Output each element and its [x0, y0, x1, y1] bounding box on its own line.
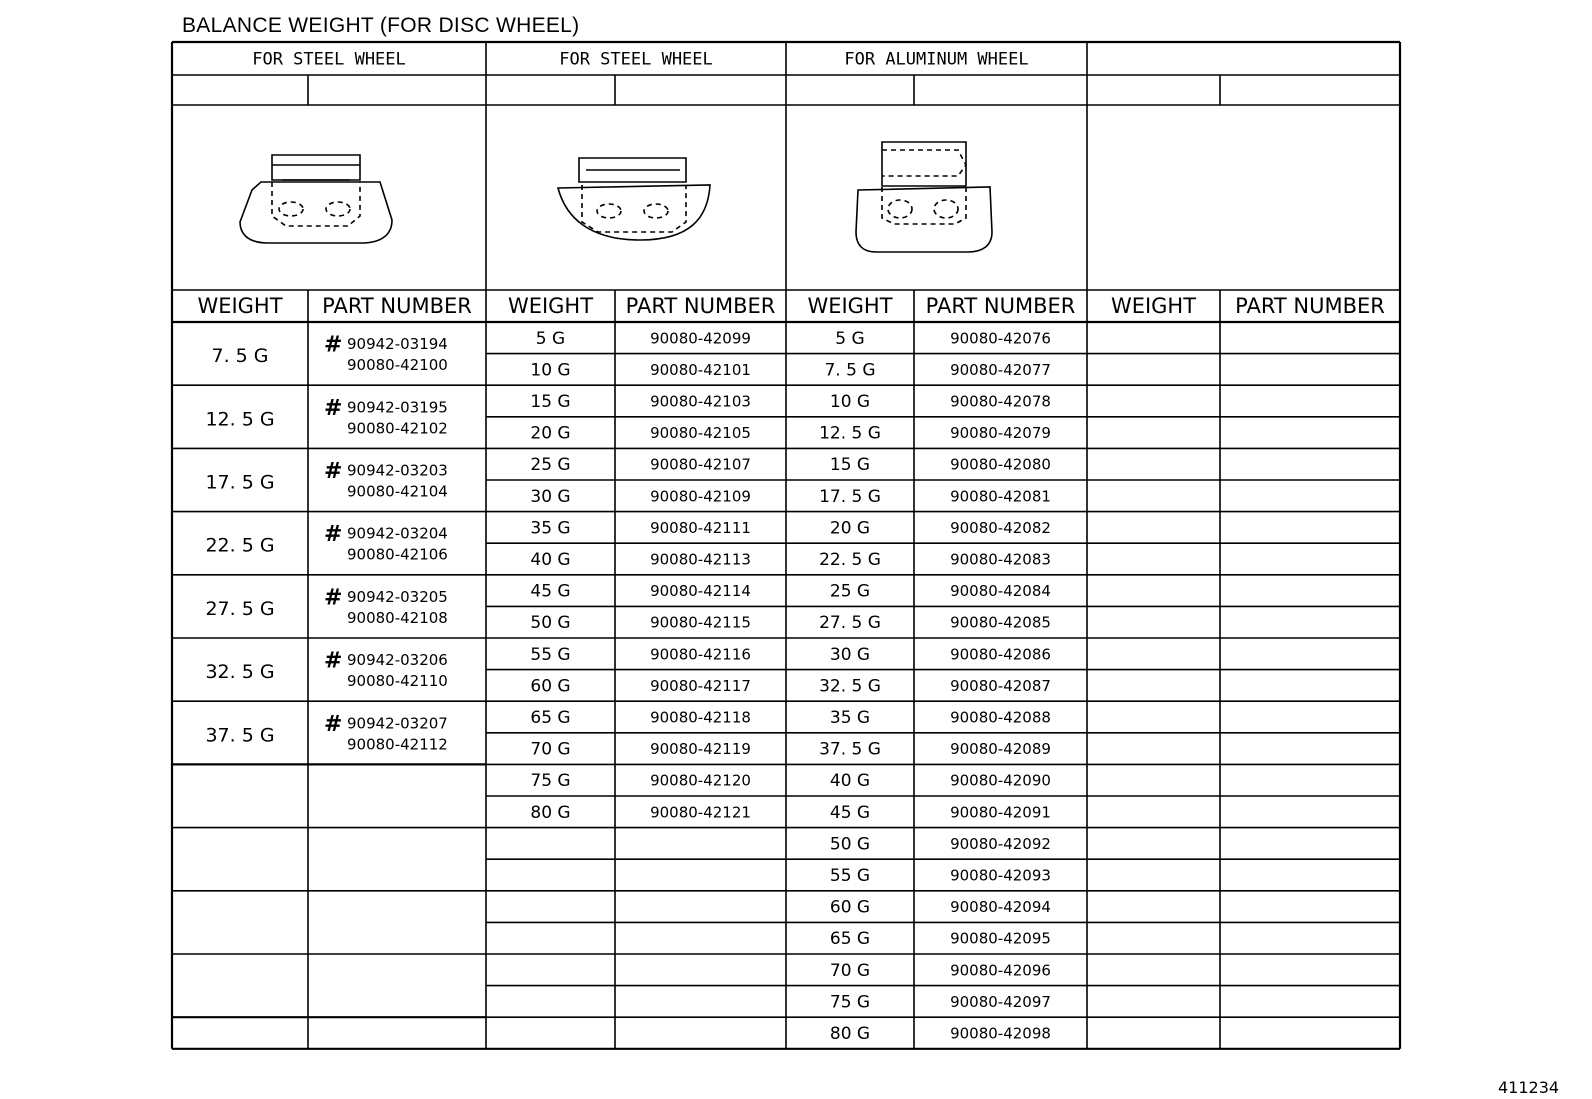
weight-value: 55 G [530, 644, 571, 665]
weight-value: 45 G [530, 581, 571, 602]
part-number: 90080-42096 [950, 961, 1051, 980]
part-number: 90080-42119 [650, 740, 751, 759]
steel-weight-type2-icon [558, 158, 710, 240]
weight-value: 20 G [829, 518, 871, 539]
part-number-column-header: PART NUMBER [322, 294, 472, 318]
part-number: 90080-42083 [950, 550, 1051, 569]
weight-value: 35 G [530, 518, 571, 539]
part-number: 90080-42093 [950, 866, 1051, 885]
part-number-column-header: PART NUMBER [925, 294, 1076, 318]
weight-value: 17. 5 G [819, 486, 881, 507]
weight-value: 65 G [829, 929, 871, 950]
weight-value: 50 G [530, 613, 571, 634]
part-number-column-header: PART NUMBER [625, 294, 776, 318]
part-number: 90080-42088 [950, 708, 1051, 727]
part-number: 90080-42087 [950, 676, 1051, 695]
part-number: 90942-03206 [347, 651, 448, 670]
part-number: 90080-42113 [650, 550, 751, 569]
part-number: 90080-42112 [347, 735, 448, 754]
superseded-mark-icon: # [324, 522, 343, 548]
weight-value: 27. 5 G [205, 597, 275, 620]
part-number: 90080-42118 [650, 708, 751, 727]
weight-value: 60 G [829, 897, 871, 918]
part-number: 90080-42082 [950, 518, 1051, 537]
weight-value: 27. 5 G [819, 613, 881, 634]
part-number: 90080-42116 [650, 645, 751, 664]
weight-value: 37. 5 G [819, 739, 881, 760]
part-number: 90080-42107 [650, 455, 751, 474]
part-number: 90080-42094 [950, 898, 1051, 917]
part-number: 90080-42104 [347, 482, 448, 501]
part-number: 90080-42089 [950, 740, 1051, 759]
weight-value: 5 G [835, 328, 865, 349]
aluminum-weight-icon [856, 142, 992, 252]
part-number: 90080-42106 [347, 545, 448, 564]
weight-value: 25 G [530, 455, 571, 476]
weight-value: 30 G [530, 486, 571, 507]
weight-value: 12. 5 G [205, 408, 275, 431]
weight-value: 40 G [829, 771, 871, 792]
weight-value: 55 G [829, 866, 871, 886]
part-number: 90080-42097 [950, 992, 1051, 1011]
weight-value: 37. 5 G [205, 724, 275, 747]
weight-value: 10 G [829, 392, 871, 412]
part-number: 90080-42077 [950, 360, 1051, 379]
weight-value: 70 G [530, 739, 571, 760]
weight-value: 35 G [829, 708, 871, 728]
weight-value: 65 G [530, 708, 571, 728]
part-number: 90080-42110 [347, 672, 448, 691]
part-number: 90080-42080 [950, 455, 1051, 474]
part-number: 90080-42081 [950, 487, 1051, 506]
part-number: 90942-03195 [347, 398, 448, 417]
weight-value: 50 G [829, 834, 871, 855]
weight-value: 32. 5 G [819, 676, 881, 697]
weight-value: 30 G [829, 644, 871, 665]
part-number: 90080-42105 [650, 424, 751, 443]
part-number: 90080-42076 [950, 329, 1051, 348]
weight-value: 7. 5 G [211, 345, 269, 368]
page-title: BALANCE WEIGHT (FOR DISC WHEEL) [182, 14, 580, 37]
part-number: 90080-42078 [950, 392, 1051, 411]
table-text [197, 50, 1384, 1045]
part-number-column-header: PART NUMBER [1235, 294, 1385, 318]
part-number: 90080-42098 [950, 1024, 1051, 1043]
steel-weight-type1-icon [240, 155, 392, 243]
part-number: 90080-42111 [650, 518, 751, 537]
part-number: 90942-03205 [347, 587, 448, 606]
weight-value: 12. 5 G [819, 423, 881, 444]
weight-column-header: WEIGHT [807, 294, 893, 318]
weight-value: 80 G [829, 1024, 871, 1044]
weight-value: 10 G [530, 360, 571, 381]
part-number: 90080-42084 [950, 582, 1051, 601]
weight-value: 75 G [530, 771, 571, 792]
superseded-mark-icon: # [324, 648, 343, 674]
superseded-mark-icon: # [324, 332, 343, 358]
weight-value: 15 G [530, 392, 571, 412]
part-number: 90942-03207 [347, 714, 448, 733]
part-number: 90942-03204 [347, 524, 448, 543]
weight-value: 40 G [530, 550, 571, 570]
weight-value: 25 G [829, 581, 871, 602]
superseded-mark-icon: # [324, 711, 343, 737]
weight-value: 22. 5 G [819, 550, 881, 570]
part-number: 90080-42085 [950, 613, 1051, 632]
part-number: 90080-42114 [650, 582, 751, 601]
part-number: 90080-42117 [650, 676, 751, 695]
weight-value: 7. 5 G [824, 360, 876, 381]
part-number: 90080-42100 [347, 356, 448, 375]
weight-value: 70 G [829, 960, 871, 981]
weight-column-header: WEIGHT [1110, 294, 1197, 318]
part-number: 90080-42115 [650, 613, 751, 632]
section-heading: FOR STEEL WHEEL [252, 49, 406, 70]
part-number: 90080-42090 [950, 771, 1051, 790]
part-number: 90080-42091 [950, 803, 1051, 822]
weight-value: 45 G [829, 802, 871, 823]
weight-column-header: WEIGHT [507, 294, 594, 318]
part-number: 90080-42086 [950, 645, 1051, 664]
part-number: 90942-03203 [347, 461, 448, 480]
weight-value: 15 G [829, 455, 871, 476]
section-heading: FOR ALUMINUM WHEEL [844, 49, 1029, 70]
part-number: 90080-42101 [650, 360, 751, 379]
weight-value: 22. 5 G [205, 534, 275, 557]
section-heading: FOR STEEL WHEEL [559, 49, 713, 70]
weight-value: 60 G [530, 676, 571, 697]
figure-number: 411234 [1498, 1078, 1560, 1097]
part-number: 90942-03194 [347, 335, 448, 354]
weight-value: 20 G [530, 423, 571, 444]
superseded-mark-icon: # [324, 395, 343, 421]
weight-value: 75 G [829, 992, 871, 1013]
part-number: 90080-42108 [347, 608, 448, 627]
part-number: 90080-42103 [650, 392, 751, 411]
weight-value: 5 G [535, 328, 566, 349]
part-number: 90080-42120 [650, 771, 751, 790]
weight-value: 17. 5 G [205, 471, 275, 494]
part-number: 90080-42121 [650, 803, 751, 822]
part-number: 90080-42079 [950, 424, 1051, 443]
part-number: 90080-42092 [950, 834, 1051, 853]
weight-column-header: WEIGHT [197, 294, 283, 318]
weight-value: 32. 5 G [205, 661, 275, 684]
weight-value: 80 G [530, 802, 571, 823]
part-number: 90080-42109 [650, 487, 751, 506]
superseded-mark-icon: # [324, 585, 343, 611]
superseded-mark-icon: # [324, 459, 343, 484]
part-number: 90080-42095 [950, 929, 1051, 948]
part-number: 90080-42099 [650, 329, 751, 348]
part-number: 90080-42102 [347, 419, 448, 438]
